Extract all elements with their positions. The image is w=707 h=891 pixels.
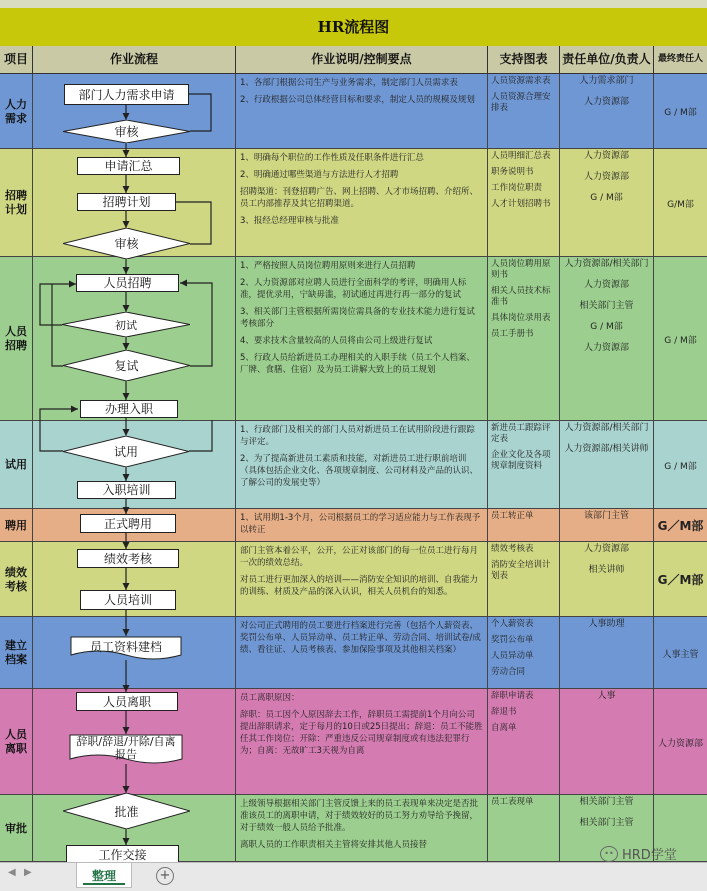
row-description <box>236 257 488 421</box>
flow-node-resignation[interactable] <box>76 692 178 711</box>
header-responsible: 责任单位/负责人 <box>560 46 654 74</box>
row-support-docs <box>488 617 560 689</box>
row-final-responsible: G / M部 <box>664 108 697 118</box>
support-doc: 工作岗位职责 <box>491 183 543 193</box>
flow-node-handover[interactable] <box>66 845 179 862</box>
row-responsible <box>560 542 654 617</box>
header-final: 最终责任人 <box>654 46 707 74</box>
flow-node-staff-training[interactable] <box>80 590 176 610</box>
row-description <box>236 509 488 542</box>
flow-decision-review-1[interactable] <box>63 120 190 143</box>
description-line: 2、为了提高新进员工素质和技能，对新进员工进行职前培训（具体包括企业文化、各项规章制度、公司材料及产品的认识、了解公司的发展史等） <box>240 454 479 488</box>
responsible-unit: 相关部门主管 <box>579 301 634 311</box>
flow-node-dept-request[interactable] <box>64 84 189 105</box>
sheet-tab-bar <box>0 862 707 891</box>
row-final-responsible: G / M部 <box>664 461 697 472</box>
flow-node-label: 办理入职 <box>104 402 153 416</box>
responsible-unit: 人力资源部 <box>583 544 629 554</box>
flow-node-label: 入职培训 <box>102 483 151 497</box>
row-support-docs <box>488 74 560 149</box>
flow-node-label: 辞职/辞退/开除/自离报告 <box>76 735 176 761</box>
row-responsible <box>560 509 654 542</box>
support-doc: 人员岗位聘用原则书 <box>491 259 551 280</box>
header-category: 项目 <box>0 46 33 74</box>
row-responsible <box>560 617 654 689</box>
row-description <box>236 795 488 862</box>
description-line: 2、行政根据公司总体经营目标和要求，制定人员的规模及规划 <box>240 95 475 105</box>
row-responsible <box>560 149 654 257</box>
description-line: 离职人员的工作职责相关主管将安排其他人员接替 <box>240 840 428 850</box>
row-description <box>236 149 488 257</box>
flow-node-label: 申请汇总 <box>104 159 153 173</box>
description-line: 员工离职原因： <box>240 693 300 703</box>
row-support-docs <box>488 542 560 617</box>
responsible-unit: 人力资源部 <box>583 280 629 290</box>
support-doc: 劳动合同 <box>491 667 526 677</box>
flow-node-label: 试用 <box>113 445 138 459</box>
responsible-unit: 人力资源部 <box>583 343 629 353</box>
description-line: 3、报经总经理审核与批准 <box>240 216 339 226</box>
header-flow: 作业流程 <box>33 46 236 74</box>
responsible-unit: 人力需求部门 <box>579 76 634 86</box>
flow-node-label: 人员培训 <box>103 593 152 607</box>
row-support-docs <box>488 795 560 862</box>
flow-node-label: 人员离职 <box>102 694 151 709</box>
support-doc: 奖罚公布单 <box>491 635 534 645</box>
flow-node-label: 招聘计划 <box>102 195 151 209</box>
row-final-responsible: G／M部 <box>657 573 704 587</box>
flow-node-formal-hire[interactable] <box>80 514 176 533</box>
row-description <box>236 542 488 617</box>
row-category: 试用 <box>0 421 33 509</box>
support-doc: 新进员工跟踪评定表 <box>491 423 551 444</box>
flow-node-label: 初试 <box>115 318 137 332</box>
row-category: 绩效考核 <box>0 542 33 617</box>
chart-title: HR流程图 <box>317 18 390 36</box>
support-doc: 人才计划招聘书 <box>491 199 551 209</box>
description-line: 对公司正式聘用的员工要进行档案进行完善（包括个人薪资表、奖罚公布单、人员异动单、员工转正单、劳动合同、培训试卷/成绩、看往证、人员考核表、参加保险事项及其他相关档案） <box>240 621 481 655</box>
support-doc: 人员异动单 <box>491 651 534 661</box>
header-support: 支持图表 <box>488 46 560 74</box>
row-description <box>236 689 488 795</box>
support-doc: 人员资源需求表 <box>491 76 551 86</box>
wechat-icon: •• <box>600 846 618 862</box>
row-category: 建立档案 <box>0 617 33 689</box>
add-sheet-icon[interactable]: + <box>156 867 174 885</box>
flow-node-label: 审核 <box>114 125 139 139</box>
description-line: 上级领导根据相关部门主管反馈上来的员工表现单来决定是否批准该员工的离职申请，对于绩效较好的员工努力劝导给予挽留，对于绩效一般人员给予批准。 <box>240 799 479 833</box>
row-support-docs <box>488 509 560 542</box>
support-doc: 员工转正单 <box>491 511 534 521</box>
flow-node-onboarding[interactable] <box>80 400 178 418</box>
flow-node-label: 工作交接 <box>98 848 147 862</box>
flow-decision-first-interview[interactable] <box>62 312 190 337</box>
description-line: 辞职：员工因个人原因辞去工作，辞职员工需提前1个月向公司提出辞职请求，定于每月的10日或25日提出；辞退：员工不能胜任其工作岗位；开除：严重违反公司规章制度或有违法犯罪行为；自离：无故旷工3天视为自离 <box>240 710 483 756</box>
description-line: 1、明确每个职位的工作性质及任职条件进行汇总 <box>240 153 424 163</box>
flow-decision-review-2[interactable] <box>63 228 190 259</box>
flow-node-label: 员工资料建档 <box>89 639 162 654</box>
row-support-docs <box>488 149 560 257</box>
support-doc: 企业文化及各项规章制度资料 <box>491 450 551 471</box>
row-category: 审批 <box>0 795 33 862</box>
description-line: 2、人力资源部对应聘人员进行全面科学的考评，明确用人标准，提优录用，宁缺毋滥，初试通过再进行再一部分的复试 <box>240 278 467 300</box>
flow-node-label: 复试 <box>114 359 139 373</box>
responsible-unit: 该部门主管 <box>583 511 629 521</box>
row-responsible <box>560 257 654 421</box>
responsible-unit: G / M部 <box>590 322 623 332</box>
flow-decision-probation[interactable] <box>63 436 189 467</box>
responsible-unit: 人力资源部 <box>583 172 629 182</box>
watermark-text: HRD学堂 <box>622 848 677 862</box>
support-doc: 自离单 <box>491 723 517 733</box>
flow-decision-approve[interactable] <box>63 793 190 829</box>
sheet-tab-label: 整理 <box>91 868 116 883</box>
support-doc: 消防安全培训计划表 <box>491 560 551 581</box>
row-category: 聘用 <box>0 509 33 542</box>
responsible-unit: G / M部 <box>590 193 623 203</box>
flow-document-archive[interactable] <box>70 636 182 660</box>
row-final-responsible: 人力资源部 <box>657 738 703 749</box>
description-line: 部门主管本着公平，公开，公正对该部门的每一位员工进行每月一次的绩效总结。 <box>240 546 479 568</box>
row-responsible <box>560 421 654 509</box>
flow-document-leave-report[interactable] <box>69 734 183 765</box>
description-line: 1、各部门根据公司生产与业务需求，制定部门人员需求表 <box>240 78 458 88</box>
support-doc: 职务说明书 <box>491 167 534 177</box>
support-doc: 员工手册书 <box>491 329 534 339</box>
description-line: 招聘渠道：刊登招聘广告、网上招聘、人才市场招聘、介绍所、员工内部推荐及其它招聘渠道。 <box>240 187 479 209</box>
scroll-left-icon[interactable]: ◀ <box>8 867 16 878</box>
row-category: 人员离职 <box>0 689 33 795</box>
header-description: 作业说明/控制要点 <box>236 46 488 74</box>
flow-node-label: 绩效考核 <box>103 551 152 566</box>
row-category: 人员招聘 <box>0 257 33 421</box>
row-final-responsible: G / M部 <box>664 335 697 346</box>
description-line: 1、试用期1-3个月，公司根据员工的学习适应能力与工作表现予以转正 <box>240 513 481 535</box>
flow-node-label: 审核 <box>114 237 139 251</box>
flow-node-label: 人员招聘 <box>103 276 152 290</box>
flow-node-label: 正式聘用 <box>103 516 152 531</box>
flow-node-recruitment[interactable] <box>76 274 179 292</box>
sheet-tab[interactable] <box>76 863 132 888</box>
flow-decision-second-interview[interactable] <box>63 350 190 381</box>
row-support-docs <box>488 689 560 795</box>
row-responsible <box>560 689 654 795</box>
flow-node-summary[interactable] <box>77 157 180 175</box>
row-responsible <box>560 74 654 149</box>
responsible-unit: 人事 <box>597 691 616 701</box>
row-final-responsible: G／M部 <box>657 519 704 533</box>
description-line: 1、严格按照人员岗位聘用原则来进行人员招聘 <box>240 261 416 271</box>
flow-node-label: 批准 <box>114 804 139 819</box>
responsible-unit: 相关讲师 <box>588 565 625 575</box>
support-doc: 辞退书 <box>491 707 517 717</box>
support-doc: 具体岗位录用表 <box>491 313 551 323</box>
flow-node-recruit-plan[interactable] <box>77 193 176 211</box>
support-doc: 人员资源合理安排表 <box>491 92 551 113</box>
support-doc: 人员明细汇总表 <box>491 151 551 161</box>
support-doc: 相关人员技术标准书 <box>491 286 551 307</box>
responsible-unit: 人力资源部/相关部门 <box>564 423 649 433</box>
description-line: 1、行政部门及相关的部门人员对新进员工在试用阶段进行跟踪与评定。 <box>240 425 475 447</box>
scroll-right-icon[interactable]: ▶ <box>24 867 32 878</box>
responsible-unit: 人力资源部/相关讲师 <box>564 444 649 454</box>
watermark <box>600 844 677 862</box>
row-support-docs <box>488 257 560 421</box>
description-line: 对员工进行更加深入的培训——消防安全知识的培训、自我能力的训练、材质及产品的深入认识，相关人员机台的知悉。 <box>240 575 479 597</box>
row-category: 人力需求 <box>0 74 33 149</box>
description-line: 3、相关部门主管根据所需岗位需具备的专业技术能力进行复试考核部分 <box>240 307 475 329</box>
description-line: 2、明确通过哪些渠道与方法进行人才招聘 <box>240 170 399 180</box>
support-doc: 辞职申请表 <box>491 691 534 701</box>
row-description <box>236 421 488 509</box>
row-final-responsible: G/M部 <box>667 199 694 210</box>
description-line: 4、要求技术含量较高的人员将由公司上级进行复试 <box>240 336 433 346</box>
row-support-docs <box>488 421 560 509</box>
support-doc: 员工表现单 <box>491 797 534 807</box>
row-description <box>236 74 488 149</box>
flow-node-label: 部门人力需求申请 <box>78 87 175 102</box>
flow-node-induction-training[interactable] <box>77 481 176 499</box>
row-final-responsible: 人事主管 <box>662 649 699 660</box>
row-description <box>236 617 488 689</box>
row-category: 招聘计划 <box>0 149 33 257</box>
responsible-unit: 相关部门主管 <box>579 818 634 828</box>
support-doc: 个人薪资表 <box>491 619 534 629</box>
support-doc: 绩效考核表 <box>491 544 534 554</box>
responsible-unit: 相关部门主管 <box>579 797 634 807</box>
description-line: 5、行政人员给新进员工办理相关的入职手续（员工个人档案、厂牌、食膳、住宿）及为员工讲解大致上的员工规划 <box>240 353 475 375</box>
responsible-unit: 人力资源部 <box>583 97 629 107</box>
responsible-unit: 人力资源部/相关部门 <box>564 259 649 269</box>
responsible-unit: 人力资源部 <box>583 151 629 161</box>
responsible-unit: 人事助理 <box>588 619 625 629</box>
flow-node-performance[interactable] <box>77 549 179 568</box>
